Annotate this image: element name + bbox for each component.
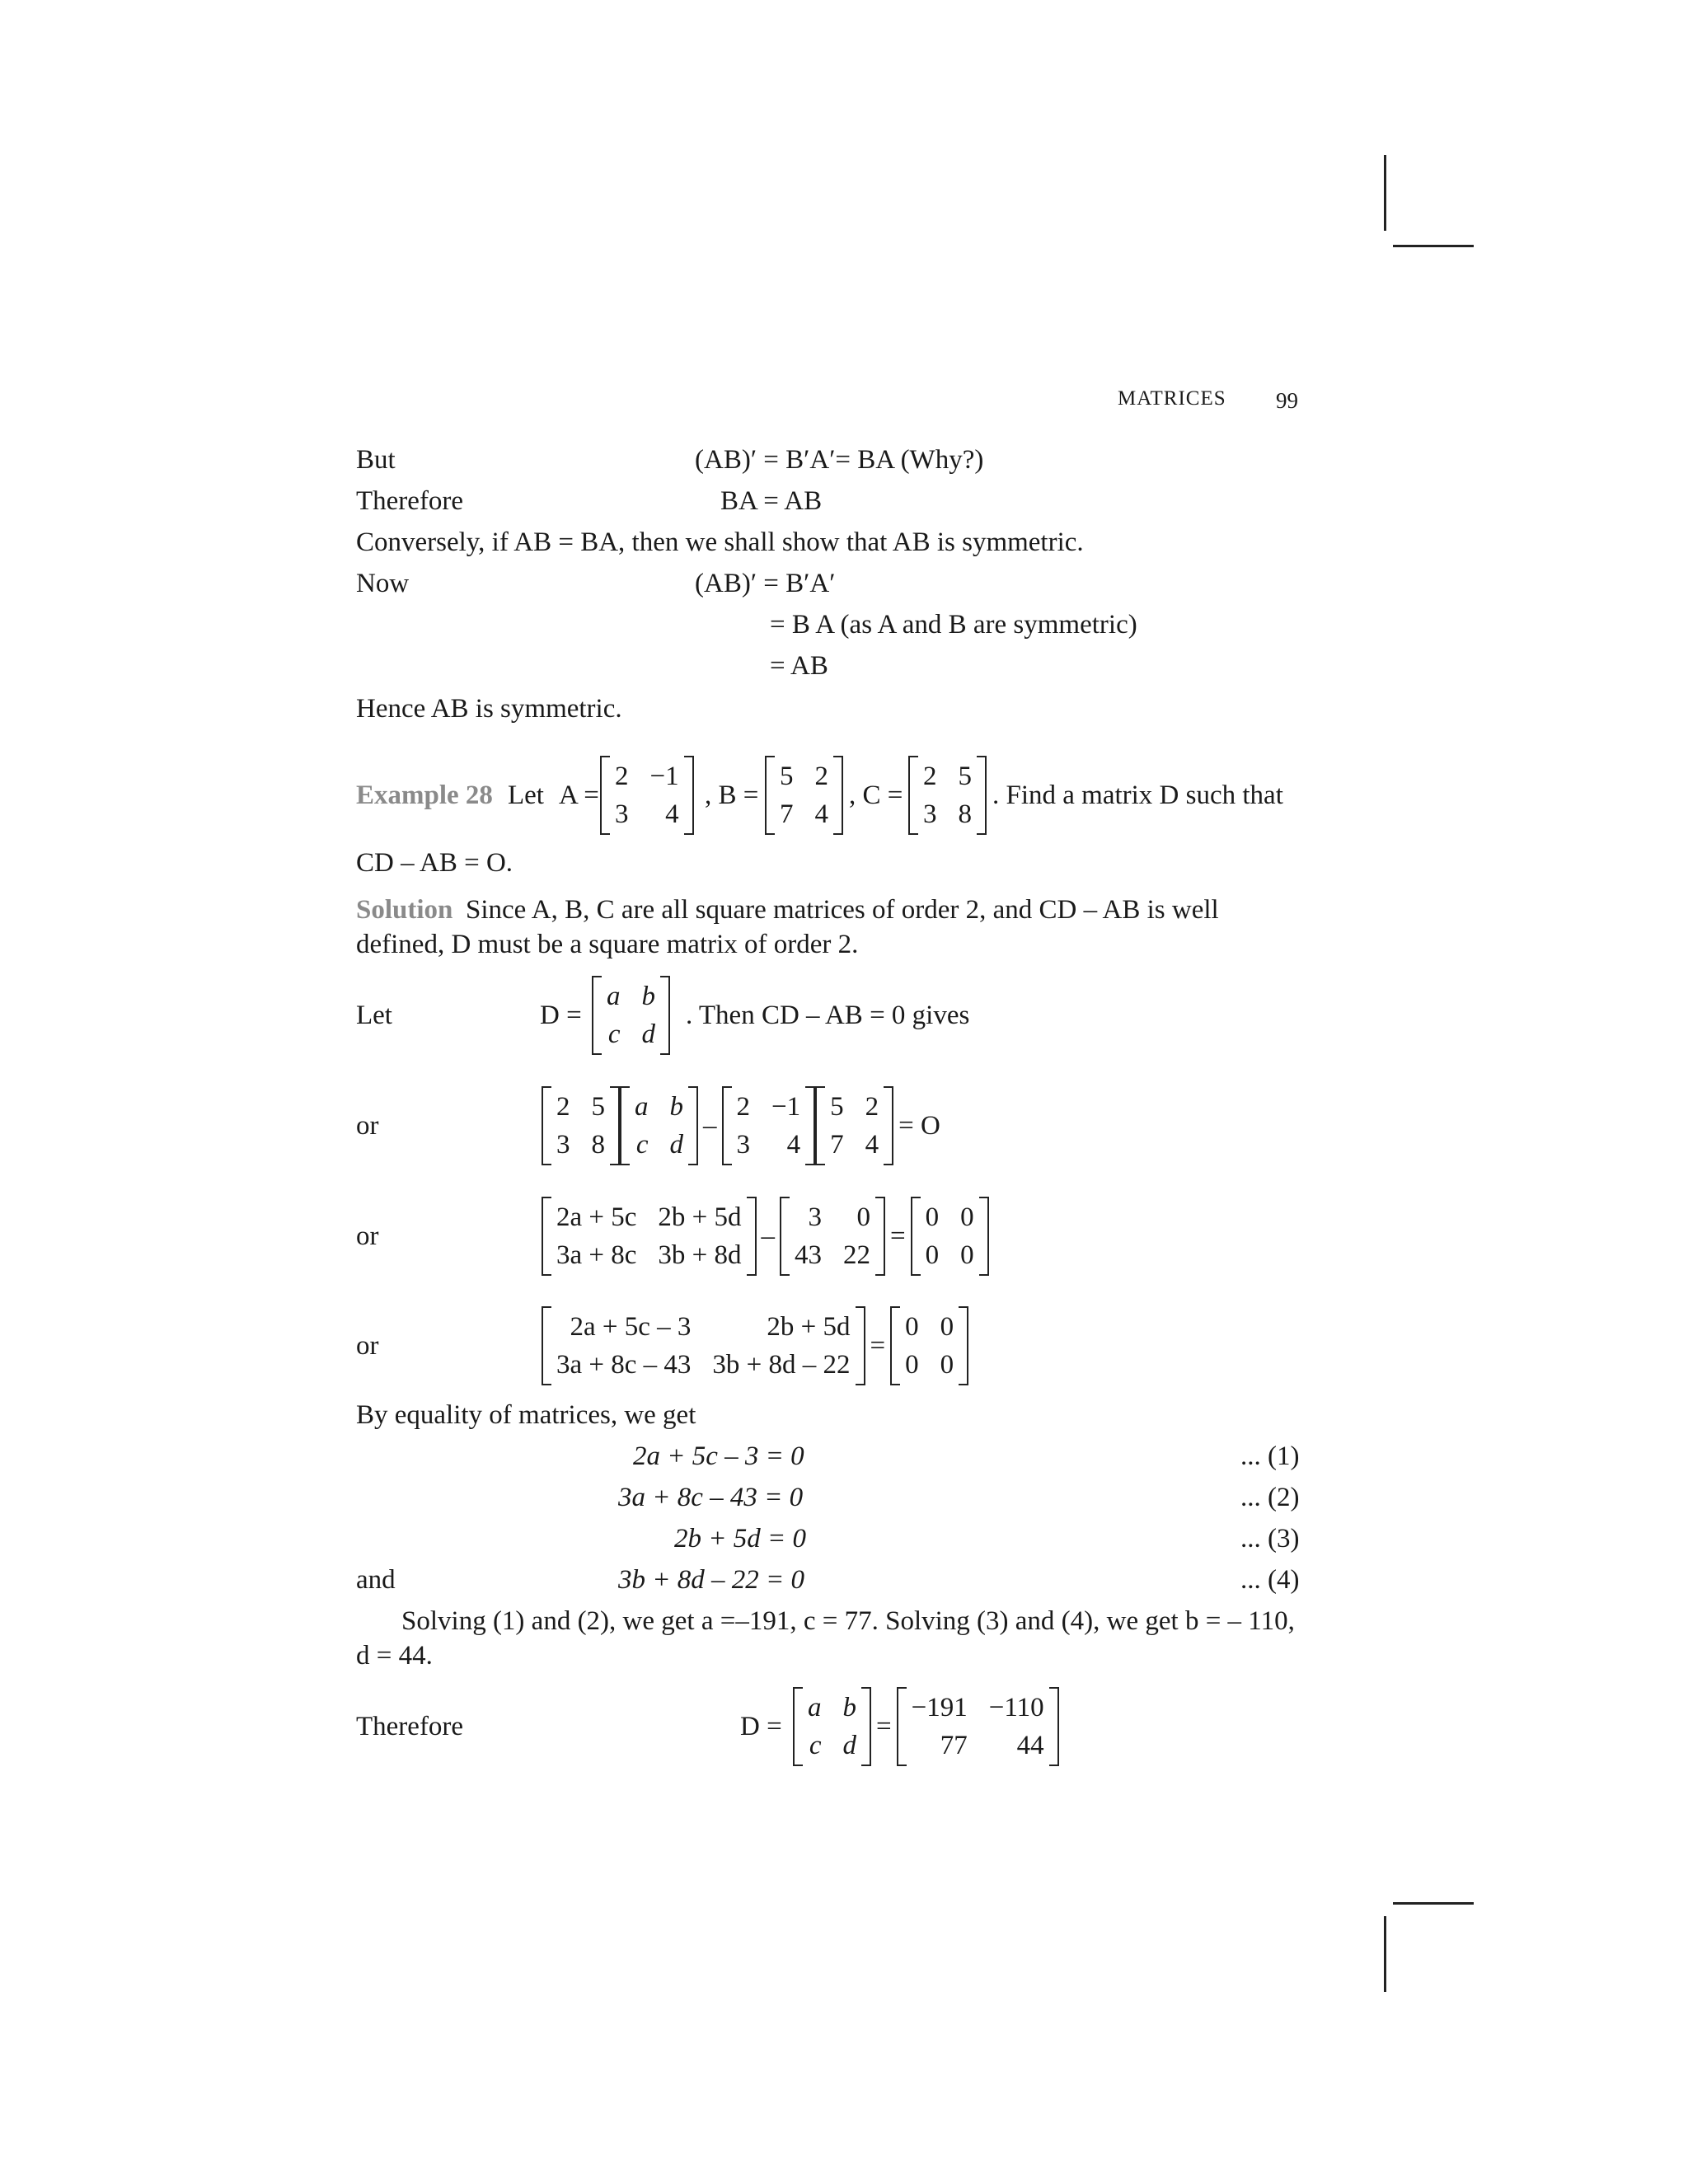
final-d-name: D = [740,1712,782,1741]
step2-row: 2a + 5c 2b + 5d 3a + 8c 3b + 8d – 3 0 43 22 = 0 0 0 0 [542,1197,989,1276]
or-label-2: or [356,1221,379,1251]
equation-4-number: ... (4) [1240,1565,1300,1595]
proof-conclusion: Hence AB is symmetric. [356,694,622,724]
equation-2: 3a + 8c – 43 = 0 [618,1483,804,1512]
solution-line1: Since A, B, C are all square matrices of order 2, and CD – AB is well [466,895,1219,925]
solution-line2: defined, D must be a square matrix of order 2. [356,930,859,959]
example-label: Example 28 [356,780,493,810]
matrix-a: 2 −1 3 4 [600,756,694,835]
proof-expr-symmetric: = B A (as A and B are symmetric) [770,610,1137,640]
matrix-b: 5 2 7 4 [765,756,843,835]
proof-label-therefore: Therefore [356,486,464,516]
crop-mark-bottom-horizontal [1393,1902,1474,1905]
d-name: D = [540,1001,582,1030]
example-let: Let [508,780,544,810]
proof-expr-therefore: BA = AB [720,486,823,516]
crop-mark-top-horizontal [1393,245,1474,247]
solving-line1: Solving (1) and (2), we get a =–191, c = 77. Solving (3) and (4), we get b = – 110, [401,1606,1295,1636]
proof-label-but: But [356,445,396,475]
matrix-d: a b c d [592,976,670,1055]
equality-text: By equality of matrices, we get [356,1400,696,1430]
step3-row: 2a + 5c – 3 2b + 5d 3a + 8c – 43 3b + 8d – 22 = 0 0 0 0 [542,1306,968,1385]
or-label-3: or [356,1331,379,1361]
equation-1: 2a + 5c – 3 = 0 [633,1441,804,1471]
equation-1-number: ... (1) [1240,1441,1300,1471]
proof-converse-text: Conversely, if AB = BA, then we shall show that AB is symmetric. [356,527,1084,557]
equation-4-prefix: and [356,1565,396,1595]
example-a-name: A = [559,780,599,810]
example-line2: CD – AB = O. [356,848,513,878]
step1-row: 2 5 3 8 a b c d – 2 −1 3 4 5 2 7 4 = O [542,1086,945,1165]
equation-2-number: ... (2) [1240,1483,1300,1512]
matrix-c: 2 5 3 8 [908,756,987,835]
solution-label: Solution [356,895,453,925]
page-number: 99 [1276,388,1298,413]
then-text: . Then CD – AB = 0 gives [686,1001,970,1030]
crop-mark-top-vertical [1384,155,1386,231]
crop-mark-bottom-vertical [1384,1916,1386,1992]
proof-label-now: Now [356,569,410,598]
therefore-label: Therefore [356,1712,464,1741]
proof-expr-but: (AB)′ = B′A′= BA (Why?) [695,445,984,475]
proof-expr-now: (AB)′ = B′A′ [695,569,836,598]
example-tail: . Find a matrix D such that [992,780,1283,810]
example-c-name: , C = [849,780,903,810]
proof-expr-ab: = AB [770,651,828,681]
let-label: Let [356,1001,392,1030]
or-label-1: or [356,1111,379,1141]
running-head-title: MATRICES [1118,387,1226,410]
solving-line2: d = 44. [356,1641,433,1671]
equation-3: 2b + 5d = 0 [674,1524,807,1554]
final-result: a b c d = −191 −110 77 44 [793,1687,1059,1766]
equation-3-number: ... (3) [1240,1524,1300,1554]
example-b-name: , B = [705,780,759,810]
equation-4: 3b + 8d – 22 = 0 [618,1565,805,1595]
